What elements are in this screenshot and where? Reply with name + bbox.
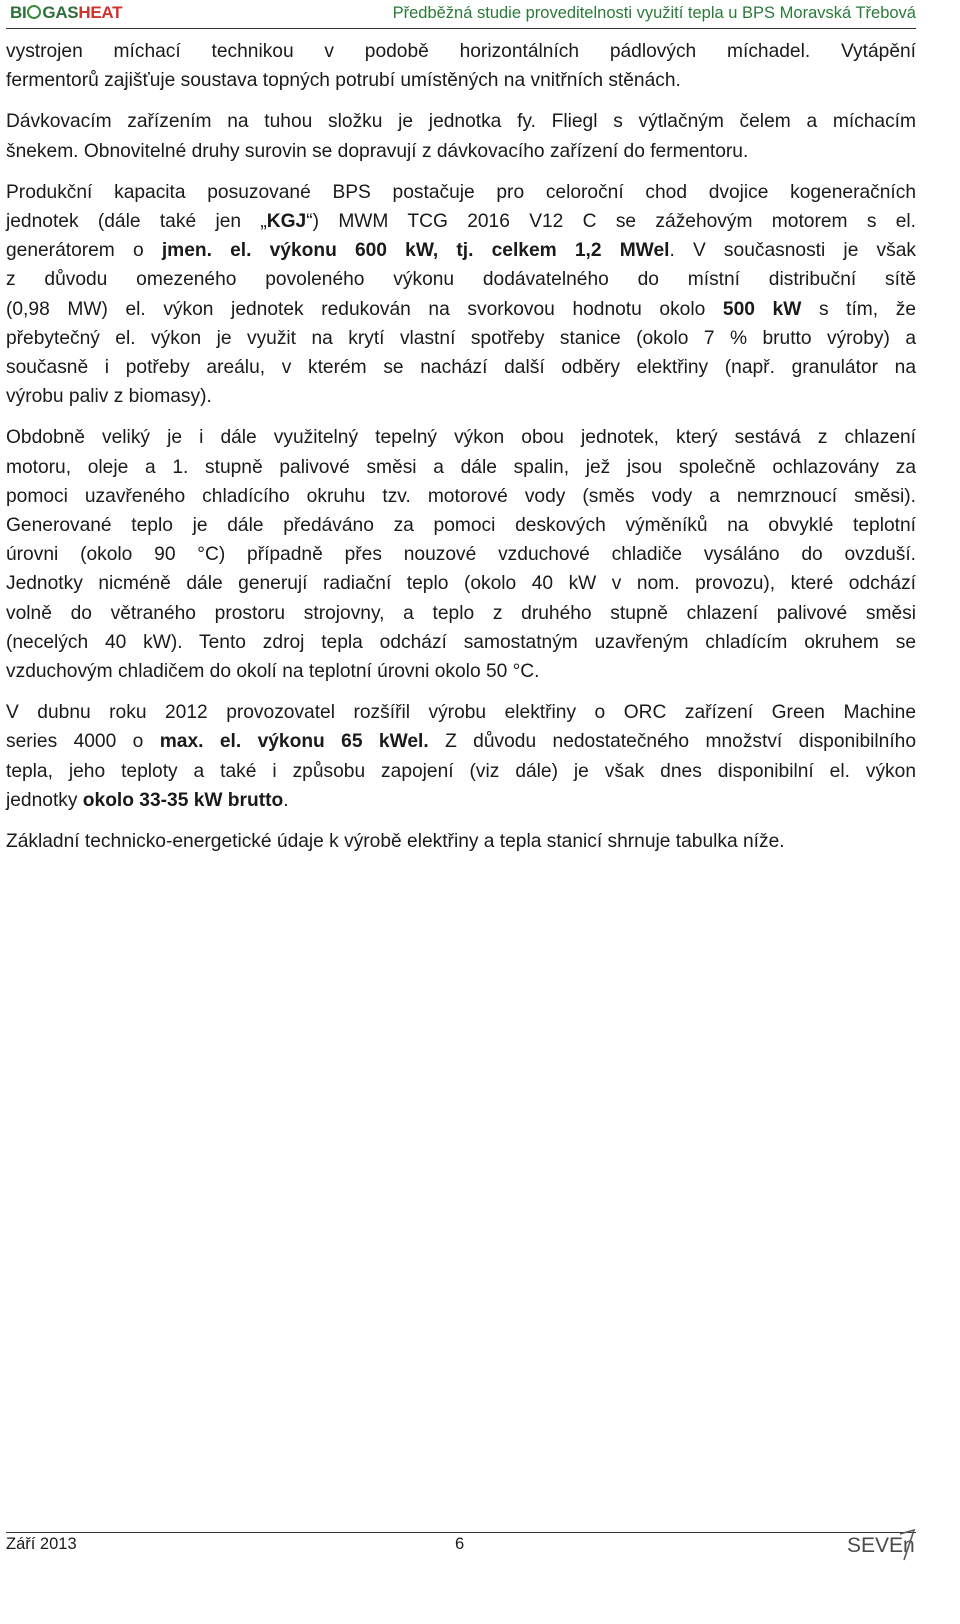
text-line: Generované teplo je dále předáváno za pomoci deskových výměníků na obvyklé teplotní — [6, 515, 916, 537]
paragraph-3 — [6, 178, 916, 412]
paragraph-6 — [6, 827, 916, 856]
text-line: motoru, oleje a 1. stupně palivové směsi a dále spalin, jež jsou společně ochlazovány za — [6, 456, 916, 478]
text-line: úrovni (okolo 90 °C) případně přes nouzové vzduchové chladiče vysáláno do ovzduší. — [6, 544, 916, 566]
text-line: V dubnu roku 2012 provozovatel rozšířil výrobu elektřiny o ORC zařízení Green Machine — [6, 702, 916, 724]
footer-date: Září 2013 — [6, 1535, 77, 1553]
rated-output: jmen. el. výkonu 600 kW, tj. celkem 1,2 MWel — [161, 240, 670, 262]
page-number: 6 — [455, 1535, 465, 1553]
seven-logo — [846, 1526, 916, 1562]
paragraph-1 — [6, 37, 916, 95]
text-line: přebytečný el. výkon je využit na krytí vlastní spotřeby stanice (okolo 7 % brutto výroby) a — [6, 327, 916, 349]
document-body — [6, 37, 916, 868]
text-line: jednotek (dále také jen „KGJ“) MWM TCG 2016 V12 C se zážehovým motorem s el. — [6, 211, 916, 233]
text-line: (necelých 40 kW). Tento zdroj tepla odchází samostatným uzavřeným chladícím okruhem se — [6, 631, 916, 653]
text-line: šnekem. Obnovitelné druhy surovin se dopravují z dávkovacího zařízení do fermentoru. — [6, 140, 749, 162]
text-line: vzduchovým chladičem do okolí na teplotní úrovni okolo 50 °C. — [6, 661, 540, 683]
text-line: Obdobně veliký je i dále využitelný tepelný výkon obou jednotek, který sestává z chlazení — [6, 427, 916, 449]
text-line: jednotky okolo 33-35 kW brutto. — [6, 789, 289, 811]
logo-leaf-icon — [27, 5, 41, 19]
text-line: (0,98 MW) el. výkon jednotek redukován na svorkovou hodnotu okolo 500 kW s tím, že — [6, 298, 916, 320]
page-footer-rule — [6, 1532, 916, 1534]
text-line: Základní technicko-energetické údaje k výrobě elektřiny a tepla stanicí shrnuje tabulka níže. — [6, 831, 785, 853]
biogasheat-logo: BI GASHEAT — [10, 3, 123, 22]
text-line: Jednotky nicméně dále generují radiační teplo (okolo 40 kW v nom. provozu), které odchází — [6, 573, 916, 595]
page-header — [6, 0, 916, 29]
text-line: pomoci uzavřeného chladícího okruhu tzv. motorové vody (směs vody a nemrznoucí směsi). — [6, 485, 916, 507]
paragraph-2 — [6, 107, 916, 165]
text-line: tepla, jeho teploty a také i způsobu zapojení (viz dále) je však dnes disponibilní el. výkon — [6, 760, 916, 782]
header-title: Předběžná studie proveditelnosti využití tepla u BPS Moravská Třebová — [392, 4, 916, 22]
reduced-output: 500 kW — [722, 298, 802, 320]
orc-output: max. el. výkonu 65 kWel. — [159, 731, 429, 753]
text-line: Dávkovacím zařízením na tuhou složku je jednotka fy. Fliegl s výtlačným čelem a míchacím — [6, 111, 916, 133]
text-line: series 4000 o max. el. výkonu 65 kWel. Z důvodu nedostatečného množství disponibilního — [6, 731, 916, 753]
text-line: vystrojen míchací technikou v podobě horizontálních pádlových míchadel. Vytápění — [6, 41, 916, 62]
document-page — [6, 0, 916, 1624]
text-line: volně do větraného prostoru strojovny, a teplo z druhého stupně chlazení palivové směsi — [6, 602, 916, 624]
paragraph-5 — [6, 698, 916, 815]
text-line: Produkční kapacita posuzované BPS postačuje pro celoroční chod dvojice kogeneračních — [6, 181, 916, 203]
seven-logo-text: SEVEn — [847, 1534, 915, 1557]
text-line: generátorem o jmen. el. výkonu 600 kW, tj. celkem 1,2 MWel. V současnosti je však — [6, 240, 916, 262]
abbr-kgj: KGJ — [266, 211, 307, 233]
paragraph-4 — [6, 423, 916, 686]
orc-actual-output: okolo 33-35 kW brutto — [82, 789, 284, 811]
text-line: současně i potřeby areálu, v kterém se nachází další odběry elektřiny (např. granulátor na — [6, 357, 916, 379]
text-line: z důvodu omezeného povoleného výkonu dodávatelného do místní distribuční sítě — [6, 269, 916, 291]
text-line: výrobu paliv z biomasy). — [6, 386, 212, 408]
text-line: fermentorů zajišťuje soustava topných potrubí umístěných na vnitřních stěnách. — [6, 70, 681, 92]
